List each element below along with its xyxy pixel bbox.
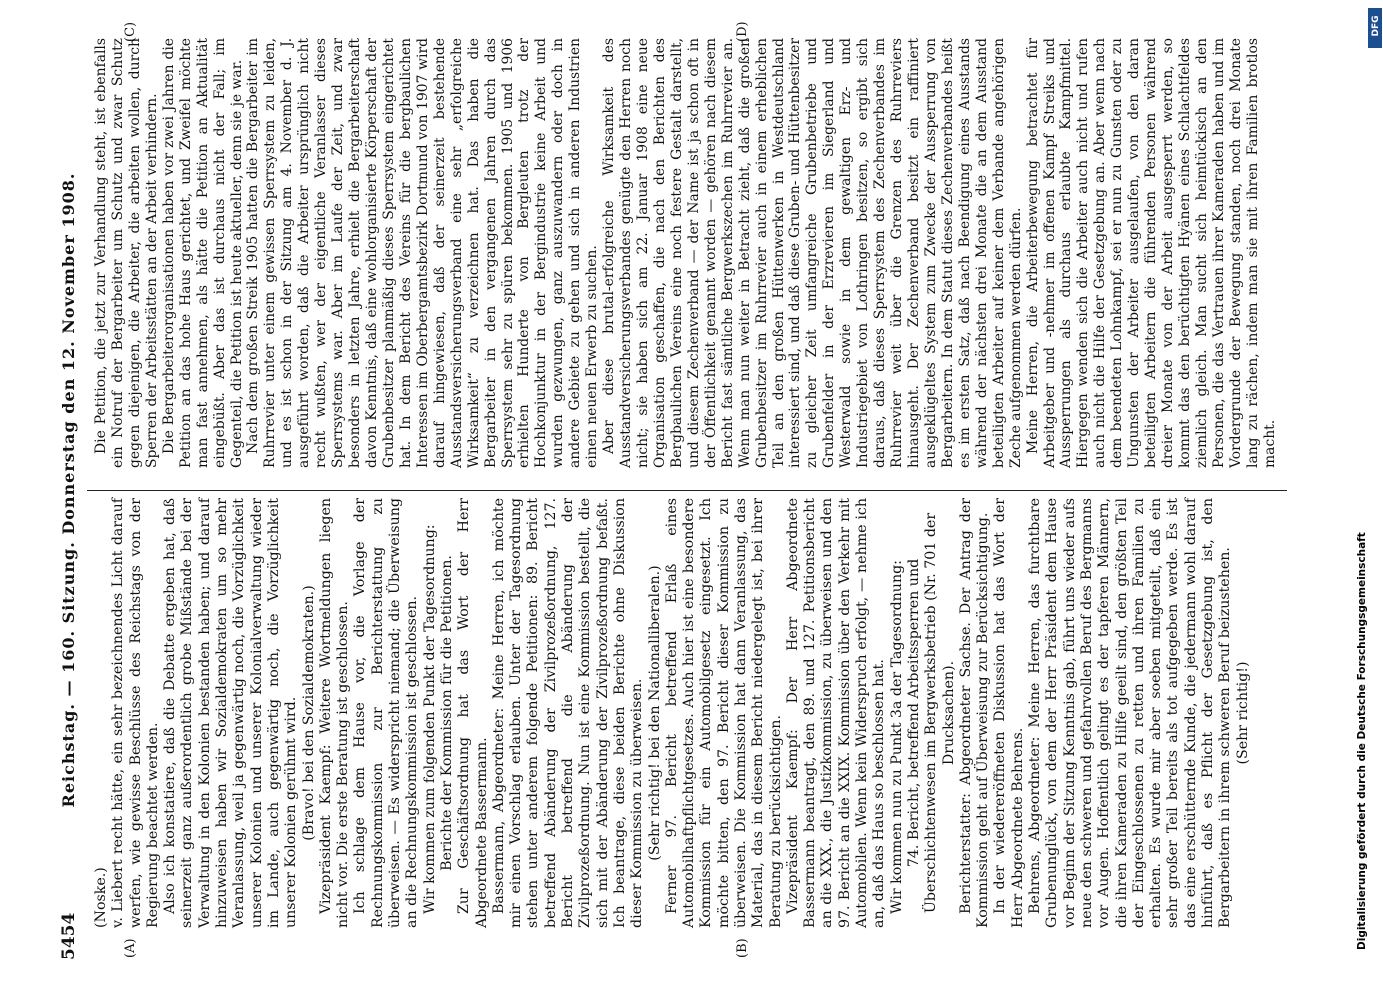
paragraph: Vizepräsident Kaempf: Weitere Wortmeldungen liegen nicht vor. Die erste Beratung ist geschlossen. [317,498,352,928]
paragraph: Ich schlage dem Hause vor, die Vorlage der Rechnungskommission zur Berichterstattung zu überweisen. — Es widerspricht niemand; die Überweisung an die Rechnungskommission ist geschlossen. [352,498,421,928]
margin-marker-d: (D) [735,21,750,42]
page-header [55,20,85,960]
digitization-credit [1352,10,1372,950]
paragraph: 74. Bericht, betreffend Arbeitssperren und Überschichtenwesen im Bergwerksbetrieb (Nr. 701 der Drucksachen). [905,512,957,914]
paragraph: Vizepräsident Kaempf: Der Herr Abgeordnete Bassermann beantragt, den 89. und 127. Petitionsbericht an die XXX., die Justizkommission, zu überweisen und den 97. Bericht an die XXIX. Kommission über den Verkehr mit Automobilen. Wenn kein Widerspruch erfolgt, — nehme ich an, daß das Haus so beschlossen hat. [784,498,888,928]
right-text-column [93,38,1279,468]
paragraph: Behrens, Abgeordneter: Meine Herren, das furchtbare Grubenunglück, von dem der Herr Präsident dem Hause vor Beginn der Sitzung Kenntnis gab, führt uns wieder aufs neue den schweren und gefahrvollen Beruf des Bergmanns vor Augen. Hoffentlich gelingt es der tapferen Männern, die ihren Kameraden zu Hilfe geeilt sind, den größten Teil der Eingeschlossenen zu retten und ihren Familien zu erhalten. Es wurde mir aber soeben mitgeteilt, daß ein sehr großer Teil bereits als tot aufgegeben werde. Es ist das eine erschütternde Kunde, die jedermann wohl darauf hinführt, daß es Pflicht der Gesetzgebung ist, den Bergarbeitern in ihrem schweren Beruf beizustehen. [1027,498,1234,928]
paragraph: Ferner 97. Bericht betreffend Erlaß eines Automobilhaftpflichtgesetzes. Auch hier ist eine besondere Kommission für ein Automobilgesetz eingesetzt. Ich möchte bitten, den 97. Bericht dieser Kommission zu überweisen. Die Kommission hat dann Veranlassung, das Material, das in diesem Bericht niedergelegt ist, bei ihrer Beratung zu berücksichtigen. [663,498,784,928]
paragraph: In der wiedereröffneten Diskussion hat das Wort der Herr Abgeordnete Behrens. [992,498,1026,928]
paragraph: v. Liebert recht hätte, ein sehr bezeichnendes Licht darauf werfen, wie gewisse Beschlüsse des Reichstags von der Regierung beachtet werden. [110,498,161,928]
paragraph: Aber diese brutal-erfolgreiche Wirksamkeit des Ausstandversicherungsverbandes genügte den Herren noch nicht; sie haben sich am 22. Januar 1908 eine neue Organisation geschaffen, die nach den Berichten des Bergbaulichen Vereins eine noch festere Gestalt darstellt, und diesem Zechenverband — der Name ist ja schon oft in der Öffentlichkeit genannt worden — gehören nach diesem Bericht fast sämtliche Bergwerkszechen im Ruhrrevier an. Wenn man nun weiter in Betracht zieht, daß die großen Grubenbesitzer im Ruhrrevier auch in einem erheblichen Teil an den großen Hüttenwerken in Westdeutschland interessiert sind, und daß diese Gruben- und Hüttenbesitzer zu gleicher Zeit umfangreiche Grubenbetriebe und Grubenfelder in der Erzrevieren im Siegerland und Westerwald sowie in dem gewaltigen Erz- und Industriegebiet von Lothringen besitzen, so ergibt sich daraus, daß dieses Sperrsystem des Zechenverbandes im Ruhrrevier weit über die Grenzen des Ruhrreviers hinausgeht. Der Zechenverband besitzt ein raffiniert ausgeklügeltes System zum Zwecke der Aussperrung von Bergarbeitern. In dem Statut dieses Zechenverbandes heißt es im ersten Satz, daß nach Beendigung eines Ausstands während der nächsten drei Monate die an dem Ausstand beteiligten Arbeiter auf keiner dem Verbande angehörigen Zeche aufgenommen werden dürfen. [601,38,1024,468]
paragraph: Die Bergarbeiterorganisationen haben vor zwei Jahren die Petition an das hohe Haus gerichtet, und Zweifel möchte man fast annehmen, als hätte die Petition an Aktualität eingebüßt. Aber das ist durchaus nicht der Fall; im Gegenteil, die Petition ist heute aktueller, denn sie je war. [160,38,245,468]
margin-marker-c: (C) [123,21,138,42]
paragraph: Berichterstatter: Abgeordneter Sachse. Der Antrag der Kommission geht auf Überweisung zur Berücksichtigung. [957,498,992,928]
column-divider [87,490,1287,491]
margin-marker-a: (A) [123,938,138,958]
dfg-logo [1368,8,1382,48]
paragraph: Also ich konstatiere, daß die Debatte ergeben hat, daß seinerzeit ganz außerordentlich grobe Mißstände bei der Verwaltung in den Kolonien bestanden haben; und darauf hinzuweisen haben wir Sozialdemokraten um so mehr Veranlassung, weil ja gegenwärtig noch, die Vorzüglichkeit unserer Kolonien und unserer Kolonialverwaltung wieder im Lande, auch gegenwärtig noch, die Vorzüglichkeit unserer Kolonien gerühmt wird. [162,498,300,928]
paragraph: (Sehr richtig!) [1234,661,1251,765]
paragraph: (Noske.) [93,867,109,928]
left-text-column [93,498,1252,928]
paragraph: Nach dem großen Streik 1905 hatten die Bergarbeiter im Ruhrrevier unter einem gewissen Sperrsystem zu leiden, und es ist schon in der Sitzung am 4. November d. J. ausgeführt worden, daß die Arbeiter ursprünglich nicht recht wußten, wer der eigentliche Veranlasser dieses Sperrsystems war. Aber im Laufe der Zeit, und zwar besonders in letzten Jahre, erhielt die Bergarbeiterschaft davon Kenntnis, daß eine wohlorganisierte Körperschaft der Grubenbesitzer planmäßig dieses Sperrsystem eingerichtet hat. In dem Bericht des Vereins für die bergbaulichen Interessen im Oberbergamtsbezirk Dortmund von 1907 wird darauf hingewiesen, daß der seinerzeit bestehende Ausstandsversicherungsverband eine sehr „erfolgreiche Wirksamkeit“ zu verzeichnen hat. Das haben die Bergarbeiter in den vergangenen Jahren durch das Sperrsystem sehr zu spüren bekommen. 1905 und 1906 erhielten Hunderte von Bergleuten trotz der Hochkonjunktur in der Bergindustrie keine Arbeit und wurden gezwungen, ganz auszuwandern oder doch in andere Gebiete zu gehen und sich in anderen Industrien einen neuen Erwerb zu suchen. [245,38,601,468]
digitization-credit-text: Digitalisierung gefördert durch die Deutsche Forschungsgemeinschaft [1356,532,1368,950]
page-title: Reichstag. — 160. Sitzung. Donnerstag den 12. November 1908. [59,172,78,808]
paragraph: Wir kommen zum folgenden Punkt der Tagesordnung: [421,524,438,914]
dfg-logo-text: DFG [1371,15,1381,37]
paragraph: (Sehr richtig! bei den Nationalliberalen.) [646,565,663,861]
paragraph: Zur Geschäftsordnung hat das Wort der Herr Abgeordnete Bassermann. [456,498,490,928]
margin-marker-b: (B) [735,938,750,958]
paragraph: Bassermann, Abgeordneter: Meine Herren, ich möchte mir einen Vorschlag erlauben. Unter der Tagesordnung stehen unter anderem folgende Petitionen: 89. Bericht betreffend Abänderung der Zivilprozeßordnung, 127. Bericht betreffend die Abänderung der Zivilprozeßordnung. Nun ist eine Kommission bestellt, die sich mit der Abänderung der Zivilprozeßordnung befaßt. Ich beantrage, diese beiden Berichte ohne Diskussion dieser Kommission zu überweisen. [490,498,646,928]
paragraph: (Bravo! bei den Sozialdemokraten.) [300,585,317,841]
paragraph: Meine Herren, die Arbeiterbewegung betrachtet für Arbeitgeber und -nehmer im offenen Kampf Streiks und Aussperrungen als durchaus erlaubte Kampfmittel. Hiergegen wenden sich die Arbeiter auch nicht und rufen auch nicht die Hilfe der Gesetzgebung an. Aber wenn nach dem beendeten Lohnkampf, sei er nun zu Gunsten oder zu Ungunsten der Arbeiter ausgelaufen, von den daran beteiligten Arbeitern die führenden Personen während dreier Monate von der Arbeit ausgesperrt werden, so kommt das den berüchtigten Hyänen eines Schlachtfeldes ziemlich gleich. Man sucht sich heimtückisch an den Personen, die das Vertrauen ihrer Kameraden haben und im Vordergrunde der Bewegung standen, noch drei Monate lang zu rächen, indem man sie mit ihren Familien brotlos macht. [1024,38,1278,468]
page-number: 5454 [59,912,79,960]
paragraph: Wir kommen nun zu Punkt 3a der Tagesordnung: [888,560,905,914]
paragraph: Berichte der Kommission für die Petitionen. [438,555,455,871]
paragraph: Die Petition, die jetzt zur Verhandlung steht, ist ebenfalls ein Notruf der Bergarbeiter um Schutz und zwar Schutz gegen diejenigen, die Arbeiter, die arbeiten wollen, durch Sperren der Arbeitsstätten an der Arbeit verhindern. [93,38,160,468]
rotated-page [15,0,1345,1000]
